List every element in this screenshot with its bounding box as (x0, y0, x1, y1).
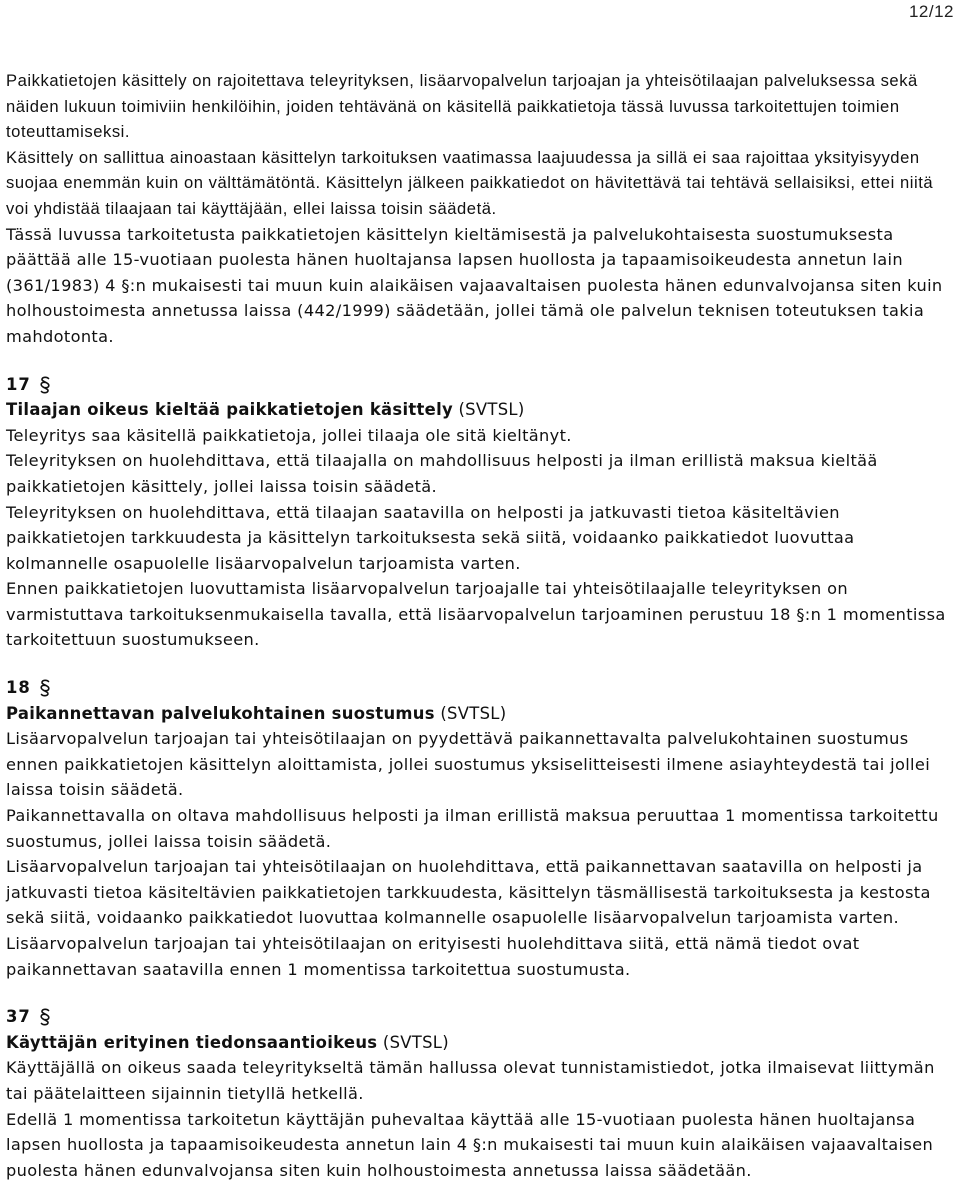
section-paragraph: Käyttäjällä on oikeus saada teleyritykseltä tämän hallussa olevat tunnistamistiedot, jotka ilmaisevat liittymän tai päätelaitteen sijainnin tietyllä hetkellä. (6, 1058, 935, 1103)
section-paragraph: Teleyrityksen on huolehdittava, että tilaajalla on mahdollisuus helposti ja ilman erillistä maksua kieltää paikkatietojen käsittely, jollei laissa toisin säädetä. (6, 451, 878, 496)
section-paragraph: Lisäarvopalvelun tarjoajan tai yhteisötilaajan on huolehdittava, että paikannettavan saatavilla on helposti ja jatkuvasti tietoa käsiteltävien paikkatietojen tarkkuudesta, käsittelyn täsmällisestä tarkoituksesta ja kestosta sekä siitä, voidaanko paikkatiedot luovuttaa kolmannelle osapuolelle lisäarvopalvelun tarjoamista varten. Lisäarvopalvelun tarjoajan tai yhteisötilaajan on erityisesti huolehdittava siitä, että nämä tiedot ovat paikannettavan saatavilla ennen 1 momentissa tarkoitettua suostumusta. (6, 857, 931, 979)
document-body (6, 68, 954, 1183)
section-title (6, 701, 954, 727)
section-body (6, 423, 954, 653)
section-paragraph: Ennen paikkatietojen luovuttamista lisäarvopalvelun tarjoajalle tai yhteisötilaajalle teleyrityksen on varmistuttava tarkoituksenmukaisella tavalla, että lisäarvopalvelun tarjoaminen perustuu 18 §:n 1 momentissa tarkoitettuun suostumukseen. (6, 579, 946, 650)
page-number: 12/12 (908, 2, 954, 21)
section-sign-icon (37, 679, 53, 697)
section-source-abbr: (SVTSL) (382, 1032, 449, 1052)
section-sign-icon (37, 1008, 53, 1026)
section-number: 18 (6, 678, 31, 698)
section-number: 37 (6, 1007, 31, 1027)
section-heading (6, 372, 954, 398)
section-body (6, 1055, 954, 1183)
section-title (6, 397, 954, 423)
section-paragraph: Teleyrityksen on huolehdittava, että tilaajan saatavilla on helposti ja jatkuvasti tietoa käsiteltävien paikkatietojen tarkkuudesta ja käsittelyn tarkoituksesta sekä siitä, voidaanko paikkatiedot luovuttaa kolmannelle osapuolelle lisäarvopalvelun tarjoamista varten. (6, 502, 855, 573)
section-paragraph: Teleyritys saa käsitellä paikkatietoja, jollei tilaaja ole sitä kieltänyt. (6, 425, 572, 445)
section-37 (6, 1004, 954, 1183)
section-title-text: Käyttäjän erityinen tiedonsaantioikeus (6, 1032, 378, 1052)
section-paragraph: Lisäarvopalvelun tarjoajan tai yhteisötilaajan on pyydettävä paikannettavalta palvelukohtainen suostumus ennen paikkatietojen käsittelyn aloittamista, jollei suostumus yksiselitteisesti ilmene asiayhteydestä tai jollei laissa toisin säädetä. (6, 729, 931, 800)
section-sign-icon (37, 376, 53, 394)
section-title-text: Paikannettavan palvelukohtainen suostumus (6, 703, 435, 723)
section-paragraph: Edellä 1 momentissa tarkoitetun käyttäjän puhevaltaa käyttää alle 15-vuotiaan puolesta hänen huoltajansa lapsen huollosta ja tapaamisoikeudesta annetun lain 4 §:n mukaisesti tai muun kuin alaikäisen vajaavaltaisen puolesta hänen edunvalvojansa siten kuin holhoustoimesta annetussa laissa säädetään. (6, 1109, 934, 1180)
section-heading (6, 1004, 954, 1030)
section-paragraph: Paikannettavalla on oltava mahdollisuus helposti ja ilman erillistä maksua peruuttaa 1 momentissa tarkoitettu suostumus, jollei laissa toisin säädetä. (6, 806, 939, 851)
section-body (6, 726, 954, 982)
section-source-abbr: (SVTSL) (458, 400, 525, 420)
section-title-text: Tilaajan oikeus kieltää paikkatietojen käsittely (6, 400, 453, 420)
section-number: 17 (6, 374, 31, 394)
intro-paragraph-1: Paikkatietojen käsittely on rajoitettava teleyrityksen, lisäarvopalvelun tarjoajan ja yhteisötilaajan palveluksessa sekä näiden lukuun toimiviin henkilöihin, joiden tehtävänä on käsitellä paikkatietoja tässä luvussa tarkoitettujen toimien toteuttamiseksi. (6, 71, 918, 142)
section-title (6, 1030, 954, 1056)
section-source-abbr: (SVTSL) (440, 703, 507, 723)
section-17 (6, 372, 954, 654)
intro-paragraph-3: Tässä luvussa tarkoitetusta paikkatietojen käsittelyn kieltämisestä ja palvelukohtaisesta suostumuksesta päättää alle 15-vuotiaan puolesta hänen huoltajansa lapsen huollosta ja tapaamisoikeudesta annetun lain (361/1983) 4 §:n mukaisesti tai muun kuin alaikäisen vajaavaltaisen puolesta hänen edunvalvojansa siten kuin holhoustoimesta annetussa laissa (442/1999) säädetään, jollei tämä ole palvelun teknisen toteutuksen takia mahdotonta. (6, 224, 943, 346)
section-18 (6, 675, 954, 982)
intro-paragraph-2: Käsittely on sallittua ainoastaan käsittelyn tarkoituksen vaatimassa laajuudessa ja sillä ei saa rajoittaa yksityisyyden suojaa enemmän kuin on välttämätöntä. Käsittelyn jälkeen paikkatiedot on hävitettävä tai tehtävä sellaisiksi, ettei niitä voi yhdistää tilaajaan tai käyttäjään, ellei laissa toisin säädetä. (6, 147, 934, 218)
section-heading (6, 675, 954, 701)
